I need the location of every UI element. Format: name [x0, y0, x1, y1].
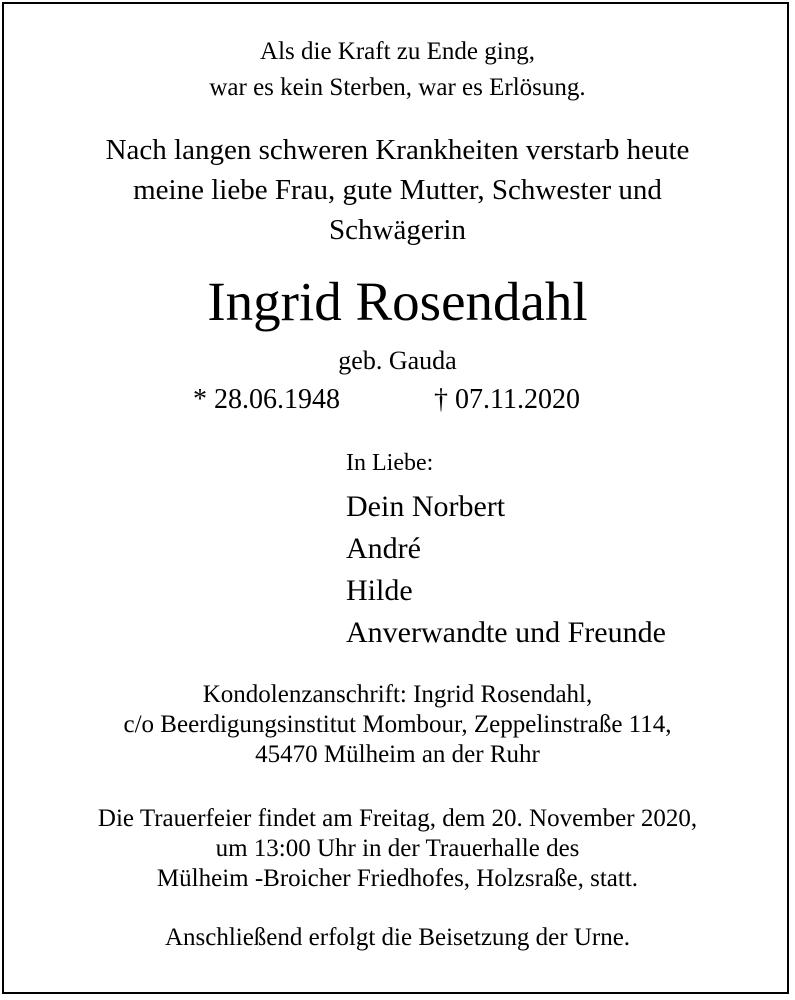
- intro-text: [0, 130, 795, 250]
- mourner-name: Hilde: [346, 574, 413, 607]
- maiden-name: geb. Gauda: [338, 346, 457, 375]
- mourner-name: André: [346, 532, 421, 565]
- address-line: Kondolenzanschrift: Ingrid Rosendahl,: [202, 681, 593, 708]
- intro-line: Nach langen schweren Krankheiten verstarb heute: [105, 134, 690, 166]
- mourner-name: Anverwandte und Freunde: [346, 616, 666, 649]
- motto-line: Als die Kraft zu Ende ging,: [260, 38, 535, 65]
- address-line: c/o Beerdigungsinstitut Mombour, Zeppelinstraße 114,: [123, 711, 672, 738]
- motto-line: war es kein Sterben, war es Erlösung.: [209, 74, 586, 101]
- deceased-name: Ingrid Rosendahl: [207, 271, 588, 332]
- life-dates: [0, 382, 795, 418]
- mourners-list: [346, 446, 666, 654]
- motto-verse: [0, 34, 795, 106]
- condolence-address: [0, 680, 795, 770]
- ceremony-line: Mülheim -Broicher Friedhofes, Holzsraße, statt.: [156, 865, 639, 892]
- address-line: 45470 Mülheim an der Ruhr: [255, 741, 540, 768]
- birth-date: * 28.06.1948: [193, 384, 340, 415]
- death-date: † 07.11.2020: [434, 384, 580, 415]
- intro-line: meine liebe Frau, gute Mutter, Schwester und: [133, 174, 662, 206]
- ceremony-line: um 13:00 Uhr in der Trauerhalle des: [215, 835, 580, 862]
- mourner-name: Dein Norbert: [346, 490, 506, 523]
- ceremony-line: Die Trauerfeier findet am Freitag, dem 20. November 2020,: [97, 805, 698, 832]
- closing-note: Anschließend erfolgt die Beisetzung der Urne.: [164, 924, 631, 951]
- ceremony-info: [0, 804, 795, 894]
- mourners-label: In Liebe:: [346, 450, 434, 476]
- intro-line: Schwägerin: [329, 214, 466, 246]
